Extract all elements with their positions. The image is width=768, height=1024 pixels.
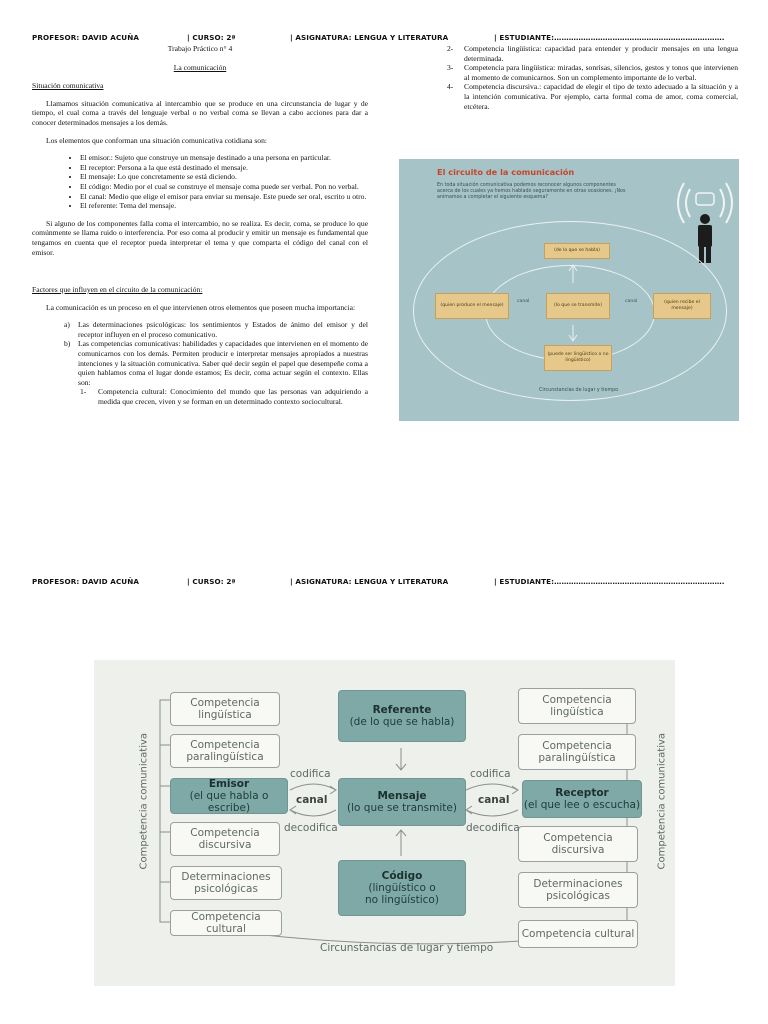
- mensaje-text: (lo que se transmite): [553, 303, 603, 309]
- arrows-overlay: [399, 159, 739, 421]
- list-item: [64, 339, 368, 387]
- circuit-photo-textbook: [399, 159, 739, 421]
- right-competencia-cultural: [518, 920, 638, 948]
- list-item: • El emisor.: Sujeto que construye un mensaje destinado a una persona en particular.: [80, 153, 368, 163]
- list-item: [447, 82, 738, 111]
- list-item: • El código: Medio por el cual se construye el mensaje coma puede ser verbal. Pon no verbal.: [80, 182, 368, 192]
- emisor-title: Emisor: [208, 778, 250, 790]
- header-curso: | CURSO: 2ª: [187, 33, 236, 42]
- paragraph-factores-intro: La comunicación es un proceso en el que intervienen otros elementos que poseen mucha importancia:: [46, 302, 356, 312]
- left-column: [32, 44, 368, 407]
- right-column: [447, 44, 738, 111]
- codigo-subtitle: (lingüístico o: [368, 882, 436, 894]
- box-text: Competencia lingüística: [190, 697, 260, 721]
- codigo-title: Código: [381, 870, 423, 882]
- receptor-title: Receptor: [555, 787, 609, 799]
- referente-text: (de lo que se habla): [554, 248, 600, 253]
- section-title-situacion: Situación comunicativa: [32, 81, 104, 91]
- header-profesor: PROFESOR: DAVID ACUÑA: [32, 33, 140, 42]
- tp-number: Trabajo Práctico n° 4: [167, 44, 233, 53]
- right-competencia-paralinguistica: [518, 734, 636, 770]
- header-estudiante: | ESTUDIANTE:…………………………………………………………….: [494, 577, 725, 586]
- list-item: [447, 44, 738, 63]
- box-text: Determinaciones psicológicas: [181, 871, 271, 895]
- codifica-right-label: codifica: [470, 768, 511, 780]
- canal-right-label: canal: [478, 794, 510, 806]
- mensaje-box: [338, 778, 466, 826]
- emisor-box: [170, 778, 288, 814]
- photo-footer: Circunstancias de lugar y tiempo: [539, 388, 619, 393]
- list-item: • El canal: Medio que elige el emisor para enviar su mensaje. Este puede ser oral, escrito u otro.: [80, 192, 368, 202]
- canal-left-label: canal: [517, 299, 530, 304]
- box-text: Competencia paralingüística: [186, 739, 264, 763]
- list-marker: a): [64, 320, 70, 330]
- list-text: Las competencias comunicativas: habilidades y capacidades que intervienen en el momento de comunicarnos con los demás. Permiten producir e interpretar mensajes apropiados a nuestras intenciones y la situación comunicativa. Saber qué decir según el papel que desempeñe coma a quien hablamos coma el lugar donde estamos; Es decir, coma actuar según el contexto. Ellas son:: [78, 339, 368, 387]
- header-curso: | CURSO: 2ª: [187, 577, 236, 586]
- paragraph-elementos-intro: Los elementos que conforman una situación comunicativa cotidiana son:: [46, 135, 267, 145]
- right-determinaciones-psicologicas: [518, 872, 638, 908]
- receptor-subtitle: (el que lee o escucha): [523, 799, 641, 811]
- list-text: Competencia para lingüística: miradas, sonrisas, silencios, gestos y tonos que intervienen al momento de comunicarnos. Son un complemento importante de lo verbal.: [464, 63, 738, 82]
- paragraph-definicion: Llamamos situación comunicativa al intercambio que se produce en una circunstancia de lugar y de tiempo, el cual coma a través del lenguaje verbal o no verbal coma se llevan a cabo acciones para dar a conocer determinados mensajes a los demás.: [32, 98, 368, 127]
- box-text: Competencia paralingüística: [538, 740, 616, 764]
- list-item: [447, 63, 738, 82]
- left-competencia-paralinguistica: [170, 734, 280, 768]
- list-marker: 3-: [447, 63, 454, 73]
- doc-title: La comunicación: [173, 62, 227, 72]
- emisor-subtitle: (el que habla o escribe): [189, 790, 269, 814]
- list-marker: 4-: [447, 82, 454, 92]
- right-competencia-linguistica: [518, 688, 636, 724]
- header-profesor: PROFESOR: DAVID ACUÑA: [32, 577, 140, 586]
- referente-title: Referente: [372, 704, 432, 716]
- receptor-text: (quien recibe el mensaje): [664, 300, 700, 311]
- codigo-subtitle: no lingüístico): [365, 894, 439, 906]
- list-item: • El receptor: Persona a la que está destinado el mensaje.: [80, 163, 368, 173]
- canal-left-label: canal: [296, 794, 328, 806]
- elements-list: [32, 153, 368, 211]
- left-competencia-discursiva: [170, 822, 280, 856]
- list-item: • El mensaje: Lo que concretamente se está diciendo.: [80, 172, 368, 182]
- mensaje-subtitle: (lo que se transmite): [347, 802, 457, 814]
- list-item: [64, 320, 368, 339]
- list-marker: b): [64, 339, 71, 349]
- header-asignatura: | ASIGNATURA: LENGUA Y LITERATURA: [290, 577, 449, 586]
- competencias-list-left: [32, 387, 368, 406]
- codifica-left-label: codifica: [290, 768, 331, 780]
- list-text: Las determinaciones psicológicas: los sentimientos y Estados de ánimo del emisor y del receptor influyen en el proceso comunicativo.: [78, 320, 368, 339]
- decodifica-right-label: decodifica: [466, 822, 520, 834]
- section-title-factores: Factores que influyen en el circuito de la comunicación:: [32, 285, 203, 295]
- left-competencia-linguistica: [170, 692, 280, 726]
- list-marker: 1-: [80, 387, 87, 397]
- list-text: Competencia discursiva.: capacidad de elegir el tipo de texto adecuado a la situación y a la intención comunicativa. Por ejemplo, carta formal coma de amor, coma comercial, etcétera.: [464, 82, 738, 111]
- box-text: Competencia cultural: [521, 928, 635, 940]
- factors-list: [32, 320, 368, 387]
- paragraph-ruido: Si alguno de los componentes falla coma el intercambio, no se realiza. Es decir, coma, se produce lo que comúnmente se llama ruido o interferencia. Por eso coma al producir y emitir un mensaje es fundamental que tengamos en cuenta que el receptor pueda interpretar el tema y que comparta el código del canal con el emisor.: [32, 218, 368, 257]
- photo-title: El circuito de la comunicación: [437, 167, 575, 177]
- referente-subtitle: (de lo que se habla): [349, 716, 455, 728]
- referente-box: [338, 690, 466, 742]
- box-text: Determinaciones psicológicas: [533, 878, 623, 902]
- diagram-footer: Circunstancias de lugar y tiempo: [320, 942, 494, 954]
- left-competencia-cultural: [170, 910, 282, 936]
- list-text: Competencia cultural: Conocimiento del mundo que las personas van adquiriendo a medida que crecen, viven y se forman en un determinado contexto sociocultural.: [98, 387, 368, 407]
- competencias-list-right: [447, 44, 738, 111]
- receptor-box: [522, 780, 642, 818]
- decodifica-left-label: decodifica: [284, 822, 338, 834]
- emisor-text: (quien produce el mensaje): [440, 303, 504, 309]
- codigo-box: [338, 860, 466, 916]
- photo-intro: En toda situación comunicativa podemos reconocer algunos componentes acerca de los cuales ya hemos hablado seguramente en otras ocasiones. ¡Nos animamos a completar el siguiente esquema?: [437, 183, 626, 200]
- side-label-right: Competencia comunicativa: [656, 732, 668, 870]
- left-determinaciones-psicologicas: [170, 866, 282, 900]
- list-text: Competencia lingüística: capacidad para entender y producir mensajes en una lengua determinada.: [464, 44, 738, 63]
- box-text: Competencia discursiva: [190, 827, 260, 851]
- box-text: Competencia lingüística: [542, 694, 612, 718]
- list-marker: 2-: [447, 44, 454, 53]
- circuit-photo-full: [94, 660, 675, 986]
- list-item: [80, 387, 368, 406]
- header-asignatura: | ASIGNATURA: LENGUA Y LITERATURA: [290, 33, 449, 42]
- codigo-text: (puede ser lingüístico o no lingüístico): [547, 352, 609, 363]
- side-label-left: Competencia comunicativa: [138, 732, 150, 870]
- canal-right-label: canal: [625, 299, 638, 304]
- box-text: Competencia cultural: [191, 911, 261, 935]
- right-competencia-discursiva: [518, 826, 638, 862]
- box-text: Competencia discursiva: [543, 832, 613, 856]
- list-item: • El referente: Tema del mensaje.: [80, 201, 368, 211]
- header-estudiante: | ESTUDIANTE:…………………………………………………………….: [494, 33, 725, 42]
- mensaje-title: Mensaje: [377, 790, 427, 802]
